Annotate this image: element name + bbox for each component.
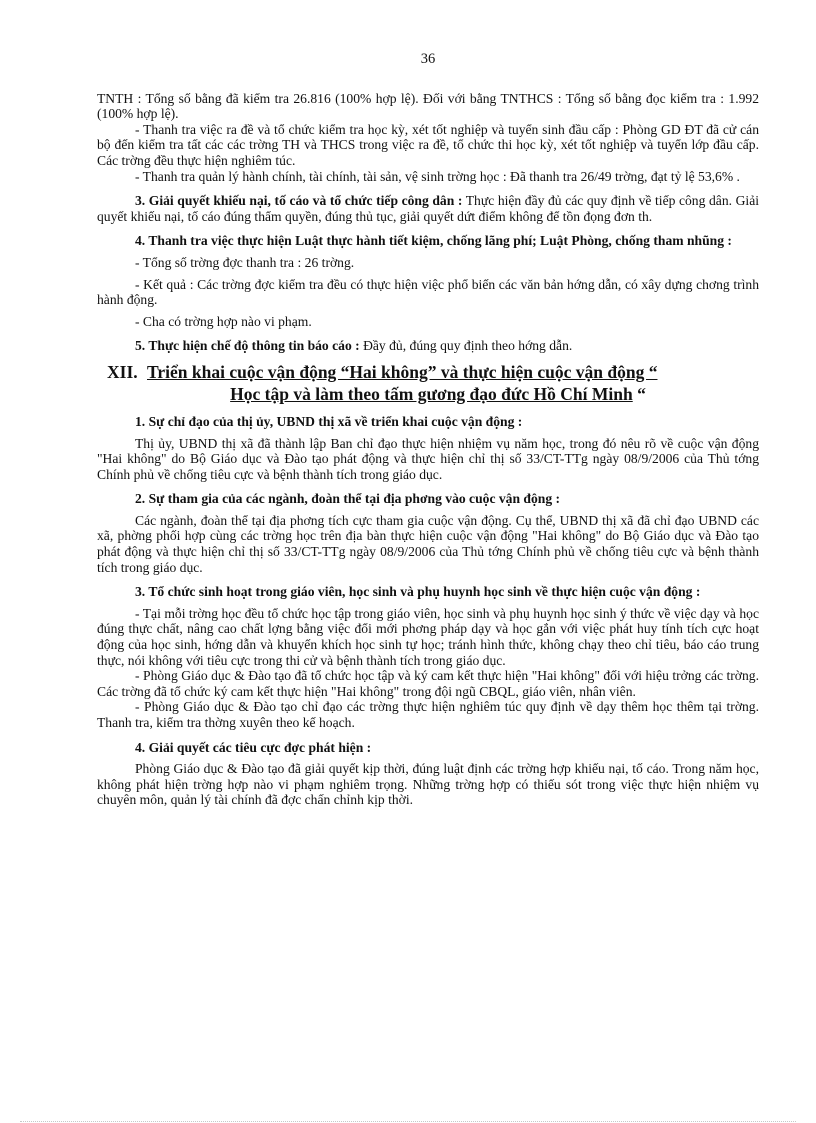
paragraph-reporting <box>97 338 759 354</box>
section-title-line1: Triển khai cuộc vận động “Hai không” và thực hiện cuộc vận động “ <box>147 361 658 382</box>
heading-activities: 3. Tổ chức sinh hoạt trong giáo viên, học sinh và phụ huynh học sinh về thực hiện cuộc vận động : <box>135 584 701 600</box>
heading-reporting: 5. Thực hiện chế độ thông tin báo cáo : <box>135 338 360 354</box>
paragraph-activities-1: - Tại mỗi trờng học đều tổ chức học tập trong giáo viên, học sinh và phụ huynh học sinh ý thức về việc dạy và học đúng thực chất, nâng cao chất lợng bằng việc đổi mới phơng pháp dạy và học gắn với việc phát huy tính tích cực hoạt động của học sinh, hớng dẫn và khuyến khích học sinh tự học; tránh hình thức, không chạy theo chỉ tiêu, báo cáo trung thực, nói không với tiêu cực trong thi cử và bệnh thành tích trong giáo dục. <box>97 605 759 668</box>
section-title-line2: Học tập và làm theo tấm gương đạo đức Hồ Chí Minh <box>230 383 633 404</box>
page-number: 36 <box>420 51 436 67</box>
section-title-xii <box>97 361 759 405</box>
paragraph-diploma-check: TNTH : Tổng số bằng đã kiểm tra 26.816 (100% hợp lệ). Đối với bằng TNTHCS : Tổng số bằng đọc kiểm tra : 1.992 (100% hợp lệ). <box>97 90 759 122</box>
section-title-line2-wrap <box>97 383 759 405</box>
paragraph-no-violation: - Cha có trờng hợp nào vi phạm. <box>135 313 312 329</box>
page-bottom-divider <box>20 1121 796 1122</box>
text-complaints: Thực hiện đầy đủ các quy định về tiếp công dân. Giải quyết khiếu nại, tố cáo đúng thẩm quyền, đúng thủ tục, giải quyết dứt điểm không để tồn đọng đơn th. <box>97 193 760 224</box>
text-reporting: Đầy đủ, đúng quy định theo hớng dẫn. <box>359 338 573 354</box>
paragraph-activities-3: - Phòng Giáo dục & Đào tạo chỉ đạo các trờng thực hiện nghiêm túc quy định về dạy thêm học thêm tại trờng. Thanh tra, kiểm tra thờng xuyên theo kế hoạch. <box>97 699 759 730</box>
heading-negatives: 4. Giải quyết các tiêu cực đợc phát hiện : <box>135 739 372 755</box>
paragraph-admin-inspection: - Thanh tra quản lý hành chính, tài chính, tài sản, vệ sinh trờng học : Đã thanh tra 26/49 trờng, đạt tỷ lệ 53,6% . <box>135 168 740 184</box>
paragraph-direction: Thị ủy, UBND thị xã đã thành lập Ban chỉ đạo thực hiện nhiệm vụ năm học, trong đó nêu rõ về cuộc vận động "Hai không" do Bộ Giáo dục và Đào tạo phát động và thực hiện chỉ thị số 33/CT-TTg ngày 08/9/2006 của Thủ tớng Chính phủ về chống tiêu cực và bệnh thành tích trong giáo dục. <box>97 435 759 482</box>
heading-direction: 1. Sự chỉ đạo của thị ủy, UBND thị xã về triển khai cuộc vận động : <box>135 413 523 429</box>
section-number: XII. <box>107 361 138 382</box>
document-page <box>97 52 759 808</box>
paragraph-total-schools: - Tổng số trờng đợc thanh tra : 26 trờng. <box>135 254 355 270</box>
paragraph-complaints <box>97 193 759 224</box>
paragraph-activities-2: - Phòng Giáo dục & Đào tạo đã tổ chức học tập và ký cam kết thực hiện "Hai không" đối với hiệu trởng các trờng. Các trờng đã tổ chức ký cam kết thực hiện "Hai không" trong đội ngũ CBQL, giáo viên, nhân viên. <box>97 668 759 699</box>
paragraph-exam-inspection: - Thanh tra việc ra đề và tổ chức kiểm tra học kỳ, xét tốt nghiệp và tuyển sinh đầu cấp : Phòng GD ĐT đã cử cán bộ đến kiểm tra tất các các trờng TH và THCS trong việc ra đề, tổ chức thi học kỳ, xét tốt nghiệp và tuyển lớp đầu cấp. Các trờng đều thực hiện nghiêm túc. <box>97 121 759 168</box>
section-title-line2-end: “ <box>632 383 646 404</box>
paragraph-participation: Các ngành, đoàn thể tại địa phơng tích cực tham gia cuộc vận động. Cụ thể, UBND thị xã đã chỉ đạo UBND các xã, phờng phối hợp cùng các trờng học trên địa bàn thực hiện cuộc vận động "Hai không" do Bộ Giáo dục và Đào tạo phát động và thực hiện chỉ thị số 33/CT-TTg ngày 08/9/2006 của Thủ tớng Chính phủ về chống tiêu cực và bệnh thành tích trong giáo dục. <box>97 512 759 575</box>
paragraph-negatives: Phòng Giáo dục & Đào tạo đã giải quyết kịp thời, đúng luật định các trờng hợp khiếu nại, tố cáo. Trong năm học, không phát hiện trờng hợp nào vi phạm nghiêm trọng. Những trờng hợp có thiếu sót trong việc thực hiện nhiệm vụ chuyên môn, quản lý tài chính đã đợc chấn chỉnh kịp thời. <box>97 761 759 808</box>
heading-participation: 2. Sự tham gia của các ngành, đoàn thể tại địa phơng vào cuộc vận động : <box>135 491 561 507</box>
heading-anti-waste: 4. Thanh tra việc thực hiện Luật thực hành tiết kiệm, chống lãng phí; Luật Phòng, chống tham nhũng : <box>135 233 732 249</box>
heading-complaints: 3. Giải quyết khiếu nại, tố cáo và tổ chức tiếp công dân : <box>135 193 463 209</box>
paragraph-results: - Kết quả : Các trờng đợc kiểm tra đều có thực hiện việc phổ biến các văn bản hớng dẫn, có xây dựng chơng trình hành động. <box>97 276 759 308</box>
